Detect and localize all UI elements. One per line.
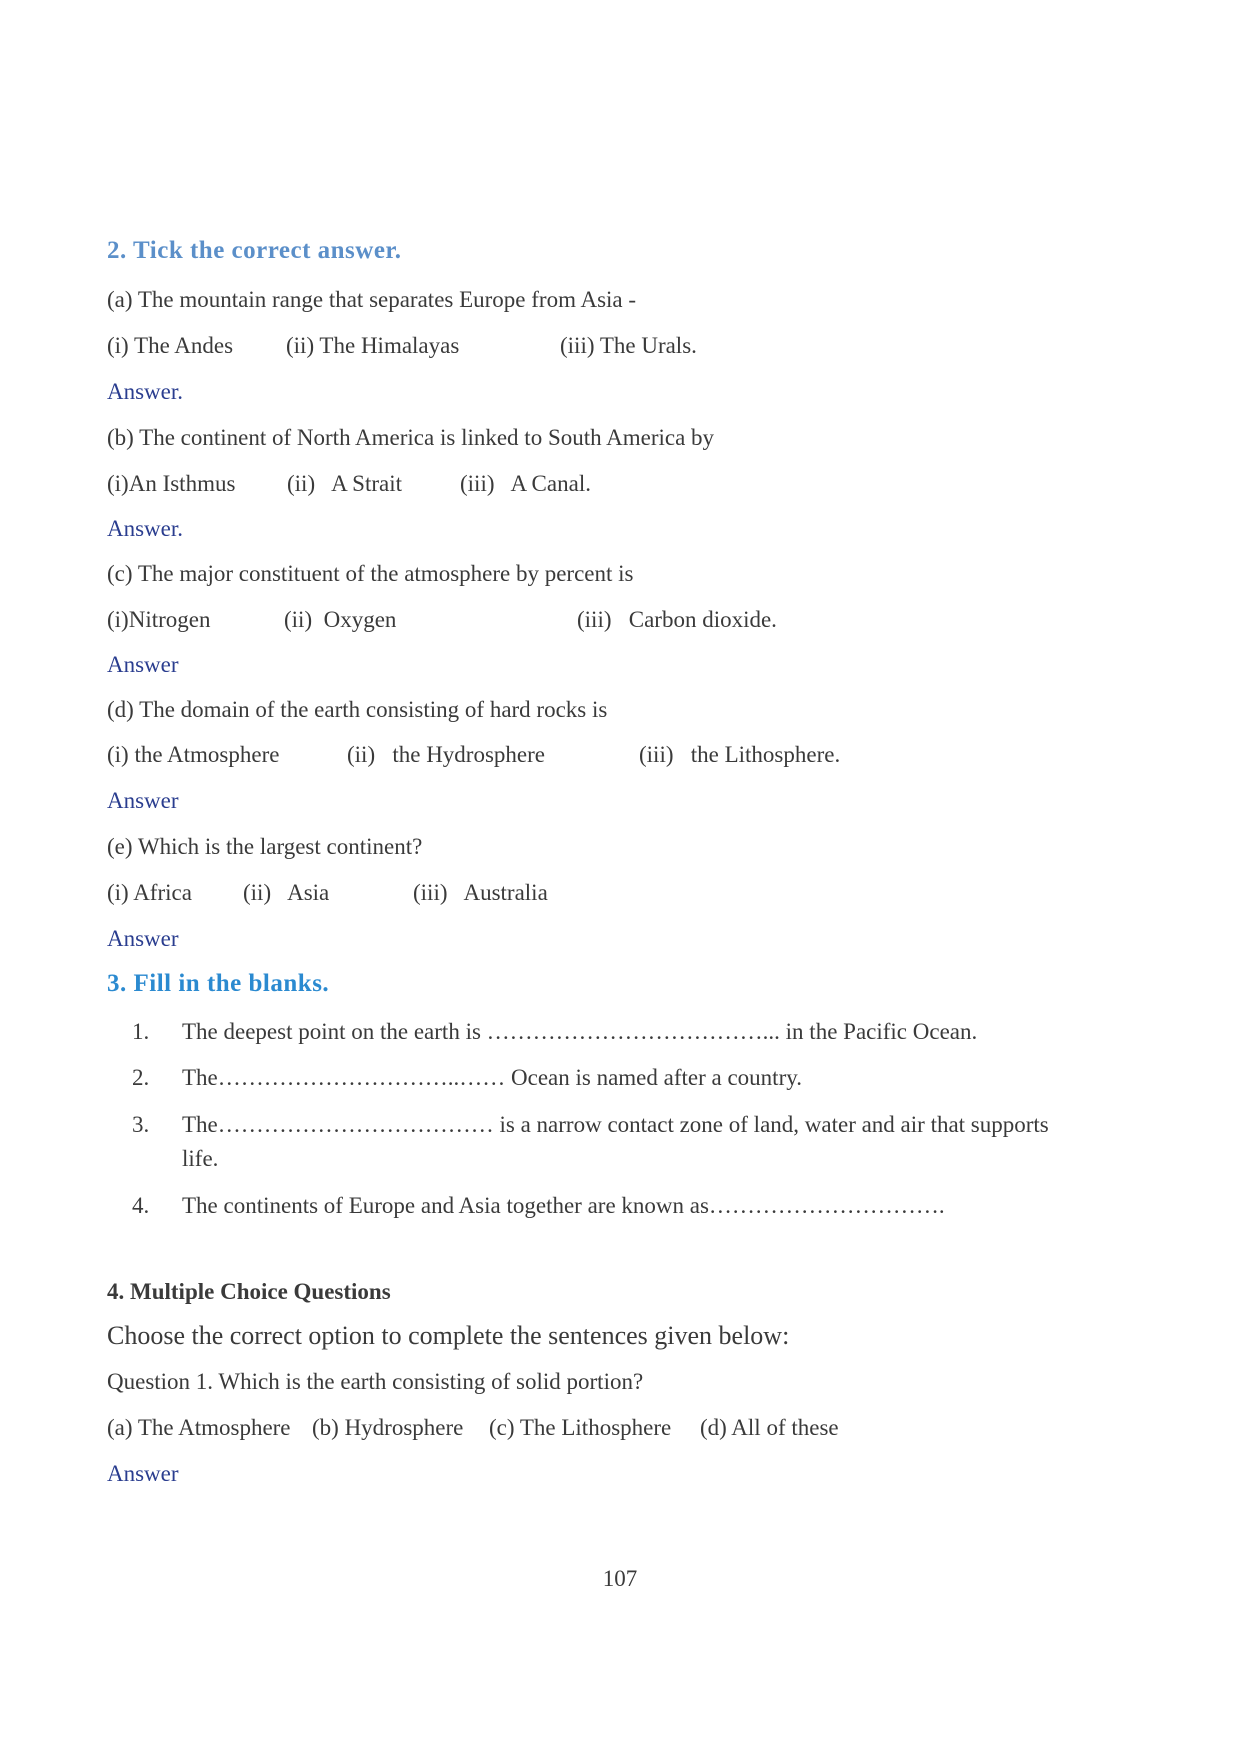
blank-text-continued: life. xyxy=(182,1146,219,1171)
option-c-1: (i)Nitrogen xyxy=(107,607,211,632)
mcq-question-1: Question 1. Which is the earth consisting of solid portion? xyxy=(107,1369,644,1394)
option-d-3: (iii) the Lithosphere. xyxy=(639,742,841,767)
option-b-1: (i)An Isthmus xyxy=(107,471,236,496)
answer-c: Answer xyxy=(107,652,179,677)
mcq-option-c: (c) The Lithosphere xyxy=(489,1415,672,1440)
blank-number: 2. xyxy=(132,1065,150,1090)
blank-text: The…………………………..…… Ocean is named after a country. xyxy=(182,1065,802,1090)
option-b-3: (iii) A Canal. xyxy=(460,471,591,496)
question-b: (b) The continent of North America is linked to South America by xyxy=(107,425,715,450)
blank-text: The……………………………… is a narrow contact zone of land, water and air that supports xyxy=(182,1112,1049,1137)
answer-e: Answer xyxy=(107,926,179,951)
answer-d: Answer xyxy=(107,788,179,813)
option-d-1: (i) the Atmosphere xyxy=(107,742,280,767)
page-number: 107 xyxy=(602,1566,638,1591)
mcq-option-d: (d) All of these xyxy=(700,1415,839,1440)
option-e-2: (ii) Asia xyxy=(243,880,330,905)
section-2-heading: 2. Tick the correct answer. xyxy=(107,237,402,264)
blank-number: 3. xyxy=(132,1112,150,1137)
blank-number: 1. xyxy=(132,1019,150,1044)
answer-b: Answer. xyxy=(107,516,184,541)
option-a-3: (iii) The Urals. xyxy=(560,333,697,358)
option-e-3: (iii) Australia xyxy=(413,880,548,905)
question-c: (c) The major constituent of the atmosphere by percent is xyxy=(107,561,634,586)
option-c-2: (ii) Oxygen xyxy=(284,607,397,632)
answer-a: Answer. xyxy=(107,379,184,404)
question-a: (a) The mountain range that separates Europe from Asia - xyxy=(107,287,637,312)
section-3-heading: 3. Fill in the blanks. xyxy=(107,970,330,997)
option-c-3: (iii) Carbon dioxide. xyxy=(577,607,777,632)
blank-number: 4. xyxy=(132,1193,150,1218)
section-4-heading: 4. Multiple Choice Questions xyxy=(107,1279,391,1304)
section-4-intro: Choose the correct option to complete the sentences given below: xyxy=(107,1321,790,1350)
blank-text: The deepest point on the earth is ………………………………... in the Pacific Ocean. xyxy=(182,1019,978,1044)
blank-text: The continents of Europe and Asia together are known as…………………………. xyxy=(182,1193,945,1218)
option-a-2: (ii) The Himalayas xyxy=(286,333,460,358)
option-a-1: (i) The Andes xyxy=(107,333,234,358)
question-e: (e) Which is the largest continent? xyxy=(107,834,423,859)
question-d: (d) The domain of the earth consisting of hard rocks is xyxy=(107,697,608,722)
option-d-2: (ii) the Hydrosphere xyxy=(347,742,545,767)
mcq-answer: Answer xyxy=(107,1461,179,1486)
mcq-option-b: (b) Hydrosphere xyxy=(312,1415,464,1440)
option-e-1: (i) Africa xyxy=(107,880,192,905)
option-b-2: (ii) A Strait xyxy=(287,471,402,496)
mcq-option-a: (a) The Atmosphere xyxy=(107,1415,291,1440)
